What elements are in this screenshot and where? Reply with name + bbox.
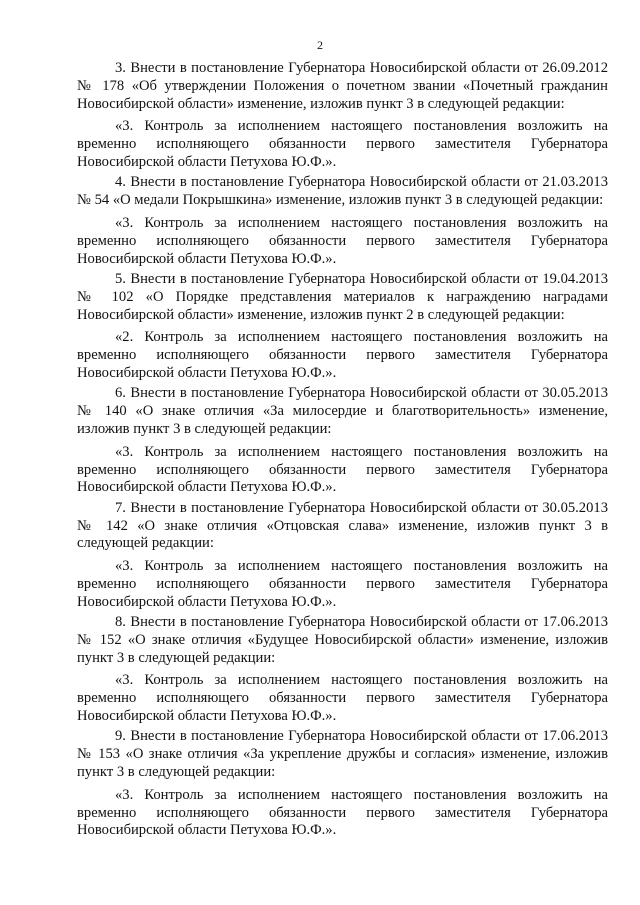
amendment-quote-7: «3. Контроль за исполнением настоящего постановления возложить на временно исполняющего обязанности первого заместителя Губернатора Новосибирской области Петухова Ю.Ф.». [77,558,608,610]
document-body [77,60,608,840]
amendment-item-4: 4. Внести в постановление Губернатора Новосибирской области от 21.03.2013 № 54 «О медали Покрышкина» изменение, изложив пункт 3 в следующей редакции: [77,174,608,209]
amendment-item-6: 6. Внести в постановление Губернатора Новосибирской области от 30.05.2013 № 140 «О знаке отличия «За милосердие и благотворительность» изменение, изложив пункт 3 в следующей редакции: [77,385,608,437]
amendment-item-3: 3. Внести в постановление Губернатора Новосибирской области от 26.09.2012 № 178 «Об утверждении Положения о почетном звании «Почетный гражданин Новосибирской области» изменение, изложив пункт 3 в следующей редакции: [77,60,608,112]
amendment-item-7: 7. Внести в постановление Губернатора Новосибирской области от 30.05.2013 № 142 «О знаке отличия «Отцовская слава» изменение, изложив пункт 3 в следующей редакции: [77,499,608,552]
amendment-quote-9: «3. Контроль за исполнением настоящего постановления возложить на временно исполняющего обязанности первого заместителя Губернатора Новосибирской области Петухова Ю.Ф.». [77,786,608,839]
amendment-quote-5: «2. Контроль за исполнением настоящего постановления возложить на временно исполняющего обязанности первого заместителя Губернатора Новосибирской области Петухова Ю.Ф.». [77,329,608,381]
amendment-quote-4: «3. Контроль за исполнением настоящего постановления возложить на временно исполняющего обязанности первого заместителя Губернатора Новосибирской области Петухова Ю.Ф.». [77,214,608,267]
amendment-quote-3: «3. Контроль за исполнением настоящего постановления возложить на временно исполняющего обязанности первого заместителя Губернатора Новосибирской области Петухова Ю.Ф.». [77,118,608,170]
amendment-item-5: 5. Внести в постановление Губернатора Новосибирской области от 19.04.2013 № 102 «О Порядке представления материалов к награждению наградами Новосибирской области» изменение, изложив пункт 2 в следующей редакции: [77,270,608,323]
amendment-item-8: 8. Внести в постановление Губернатора Новосибирской области от 17.06.2013 № 152 «О знаке отличия «Будущее Новосибирской области» изменение, изложив пункт 3 в следующей редакции: [77,614,608,666]
page-number: 2 [317,38,323,52]
amendment-item-9: 9. Внести в постановление Губернатора Новосибирской области от 17.06.2013 № 153 «О знаке отличия «За укрепление дружбы и согласия» изменение, изложив пункт 3 в следующей редакции: [77,728,608,781]
amendment-quote-6: «3. Контроль за исполнением настоящего постановления возложить на временно исполняющего обязанности первого заместителя Губернатора Новосибирской области Петухова Ю.Ф.». [77,443,608,496]
amendment-quote-8: «3. Контроль за исполнением настоящего постановления возложить на временно исполняющего обязанности первого заместителя Губернатора Новосибирской области Петухова Ю.Ф.». [77,672,608,725]
